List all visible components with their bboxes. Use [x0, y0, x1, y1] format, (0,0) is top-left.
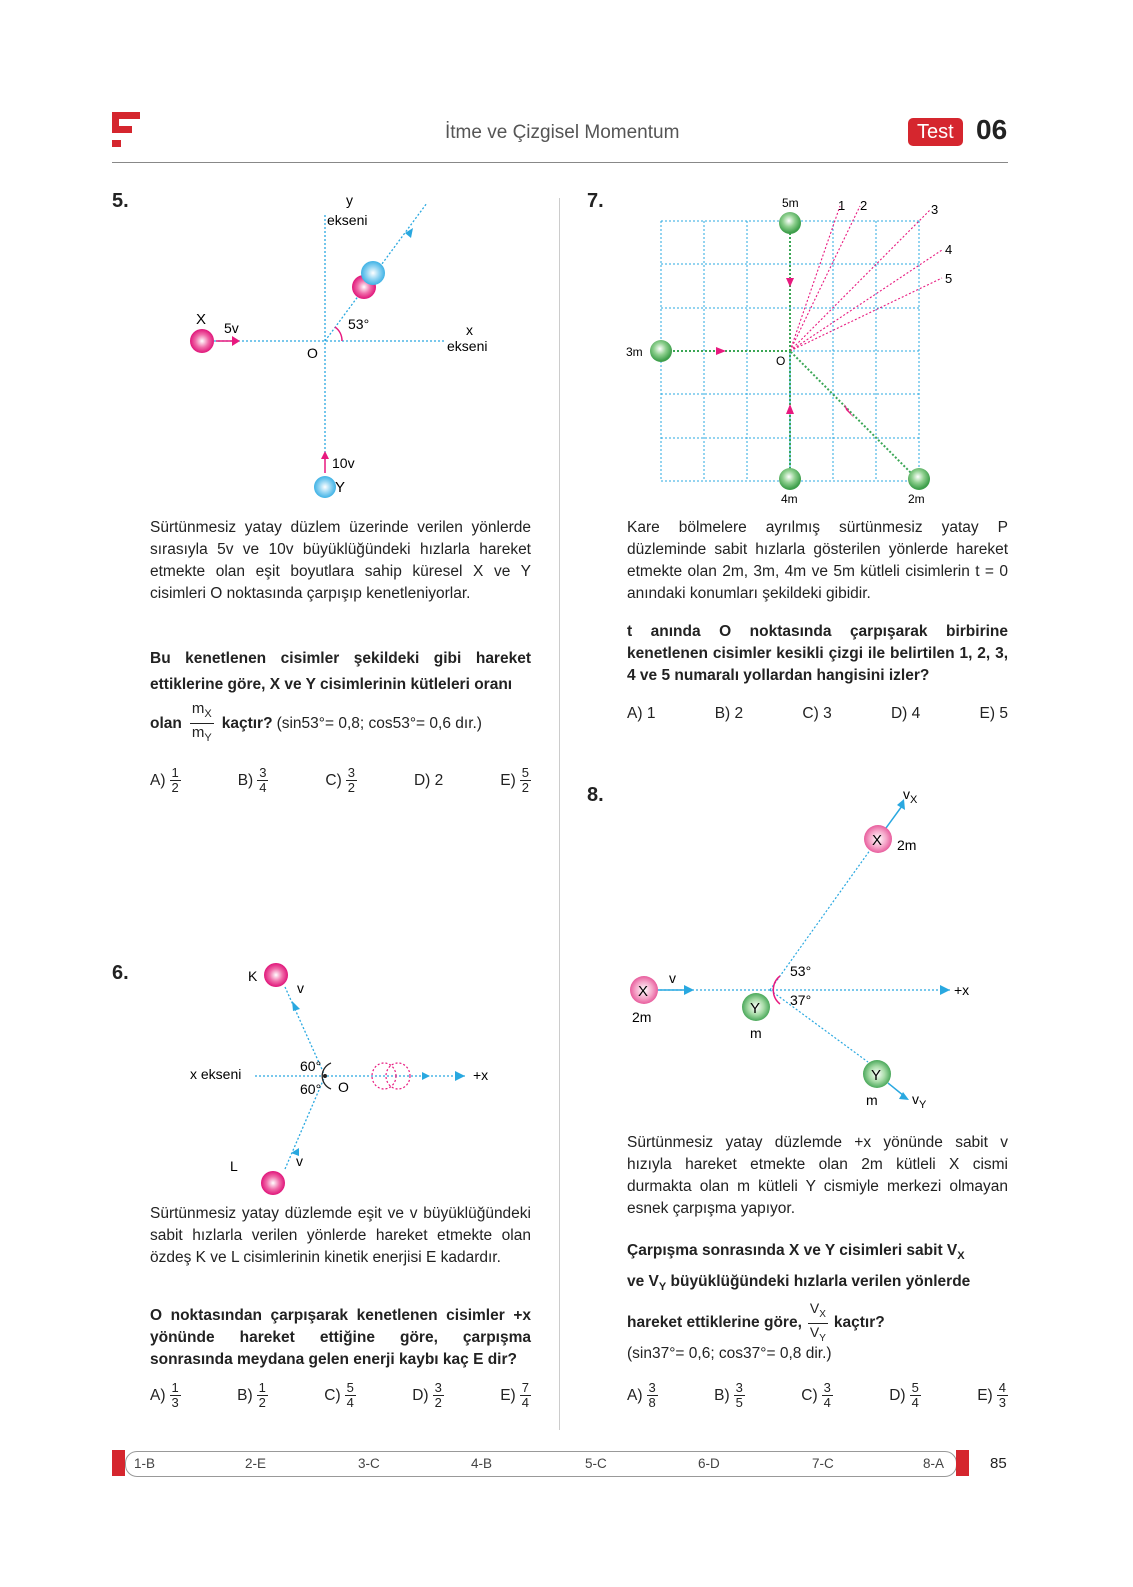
question-6-number: 6. — [112, 962, 129, 984]
q6-options — [150, 1381, 531, 1410]
q8-vx-label: $v_X$ — [903, 786, 918, 806]
q8-mass-left: 2m — [632, 1009, 652, 1025]
q7-path-4: 4 — [945, 242, 953, 257]
q5-ratio-line: olan $\frac{m_X}{m_Y}$ kaçtır? (sin53°= 0,8; cos53°= 0,6 dır.) — [150, 700, 531, 747]
q6-option-d[interactable]: D) $\frac{3}{2}$ — [412, 1380, 442, 1410]
q5-y-label2: ekseni — [327, 212, 368, 228]
q6-v2-label: v — [296, 1153, 303, 1169]
q6-plus-x: +x — [473, 1067, 489, 1083]
q7-mass-3m: 3m — [626, 345, 643, 359]
q8-option-d[interactable]: D) $\frac{5}{4}$ — [889, 1380, 919, 1410]
q7-path-2: 2 — [860, 198, 868, 213]
q5-x-label2: ekseni — [447, 338, 488, 354]
q5-option-c[interactable]: C) $\frac{3}{2}$ — [325, 765, 355, 795]
q5-text: Sürtünmesiz yatay düzlem üzerinde verilen yönlerde sırasıyla 5v ve 10v büyüklüğündeki hızlarla hareket etmekte olan eşit boyutlara sahip küresel X ve Y cisimleri O noktasında çarpışıp kenetleniyorlar. — [150, 519, 531, 602]
publisher-logo-icon — [110, 110, 142, 154]
q7-path-3: 3 — [931, 202, 939, 217]
q5-ball-x-label: X — [196, 311, 207, 328]
answer-key-item: 1-B — [134, 1456, 156, 1471]
answer-key-left-marker — [112, 1450, 125, 1476]
q8-vy-label: $v_Y$ — [912, 1091, 927, 1111]
q5-origin-label: O — [307, 345, 318, 361]
q5-olan: olan — [150, 714, 182, 732]
q5-option-b[interactable]: B) $\frac{3}{4}$ — [237, 765, 267, 795]
answer-key-right-marker — [956, 1450, 969, 1476]
q8-mass-top: 2m — [897, 837, 917, 853]
q7-option-e[interactable]: E) 5 — [979, 705, 1008, 722]
q8-mass-bot: m — [866, 1092, 878, 1108]
q5-option-d[interactable]: D) 2 — [413, 771, 444, 789]
question-5-number: 5. — [112, 190, 129, 212]
q7-mass-5m: 5m — [782, 196, 799, 210]
q8-option-e[interactable]: E) $\frac{4}{3}$ — [977, 1380, 1006, 1410]
q6-text: Sürtünmesiz yatay düzlemde eşit ve v büyüklüğündeki sabit hızlarla verilen yönlerde hareket etmekte olan özdeş K ve L cisimlerinin kinetik enerjisi E kadardır. — [150, 1205, 531, 1266]
q5-angle-label: 53° — [348, 316, 370, 332]
q8-note: (sin37°= 0,6; cos37°= 0,8 dir.) — [627, 1345, 832, 1362]
q8-question — [627, 1238, 1008, 1347]
q8-y-mid-label: Y — [750, 1000, 761, 1017]
q6-question: O noktasından çarpışarak kenetlenen cisimler +x yönünde hareket ettiğine göre, çarpışma sonrasında meydana gelen enerji kaybı kaç E dir? — [150, 1307, 531, 1368]
q5-ball-y-label: Y — [335, 479, 346, 496]
q8-x-top-label: X — [872, 832, 883, 849]
q5-question: Bu kenetlenen cisimler şekildeki gibi hareket ettiklerine göre, X ve Y cisimlerinin kütleleri oranı — [150, 650, 531, 693]
q8-option-b[interactable]: B) $\frac{3}{5}$ — [714, 1380, 743, 1410]
q6-k-label: K — [248, 968, 258, 984]
answer-key-item: 8-A — [923, 1456, 945, 1471]
column-divider — [559, 198, 560, 1430]
q5-speed-10v: 10v — [332, 455, 355, 471]
q7-path-5: 5 — [945, 271, 953, 286]
q5-option-a[interactable]: A) $\frac{1}{2}$ — [150, 765, 179, 795]
q7-path-1: 1 — [838, 198, 846, 213]
answer-key-item: 5-C — [585, 1456, 607, 1471]
q6-option-a[interactable]: A) $\frac{1}{3}$ — [150, 1380, 179, 1410]
q8-angle-53: 53° — [790, 963, 812, 979]
q6-x-axis-label: x ekseni — [190, 1066, 242, 1082]
q8-mass-mid: m — [750, 1025, 762, 1041]
question-8-number: 8. — [587, 784, 604, 806]
q8-angle-37: 37° — [790, 992, 812, 1008]
q8-question-line3: hareket ettiklerine göre, $\frac{V_X}{V_Y}$ kaçtır? — [627, 1300, 1008, 1347]
q6-angle2: 60° — [300, 1081, 322, 1097]
test-number: 06 — [976, 114, 1008, 145]
question-7-number: 7. — [587, 190, 604, 212]
answer-key-item: 2-E — [245, 1456, 267, 1471]
page-header-title: İtme ve Çizgisel Momentum — [445, 122, 680, 143]
q7-options — [627, 705, 1008, 723]
page-number: 85 — [990, 1455, 1007, 1472]
q8-options — [627, 1381, 1008, 1410]
q7-origin: O — [776, 354, 786, 368]
q5-y-label: y — [346, 195, 353, 208]
q8-option-c[interactable]: C) $\frac{3}{4}$ — [801, 1380, 831, 1410]
answer-key-item: 7-C — [812, 1456, 834, 1471]
q7-option-a[interactable]: A) 1 — [627, 705, 656, 722]
header-divider — [112, 162, 1008, 163]
q7-text: Kare bölmelere ayrılmış sürtünmesiz yatay P düzleminde sabit hızlarla gösterilen yönlerde hareket etmekte olan 2m, 3m, 4m ve 5m kütleli cisimlerin t = 0 anındaki konumları şekildeki gibidir. — [627, 519, 1008, 602]
q6-angle1: 60° — [300, 1058, 322, 1074]
q6-v1-label: v — [297, 980, 304, 996]
answer-key-item: 3-C — [358, 1456, 380, 1471]
q8-question-line1: Çarpışma sonrasında X ve Y cisimleri sabit $V_X$ — [627, 1242, 965, 1263]
question-5-figure — [180, 195, 520, 500]
q7-option-b[interactable]: B) 2 — [714, 705, 744, 722]
test-badge: Test — [908, 118, 963, 146]
q5-x-label: x — [466, 322, 473, 338]
q7-mass-2m: 2m — [908, 492, 925, 506]
q5-options — [150, 766, 531, 795]
q5-kactir: kaçtır? — [221, 714, 273, 732]
q8-v-label: v — [669, 970, 676, 986]
q5-speed-5v: 5v — [224, 320, 239, 336]
q8-option-a[interactable]: A) $\frac{3}{8}$ — [627, 1380, 656, 1410]
answer-key-item: 6-D — [698, 1456, 720, 1471]
q8-text: Sürtünmesiz yatay düzlemde +x yönünde sabit v hızıyla hareket etmekte olan 2m kütleli X cismi durmakta olan m kütleli Y cismiyle merkezi olmayan esnek çarpışma yapıyor. — [627, 1134, 1008, 1217]
q6-origin: O — [338, 1079, 349, 1095]
q8-x-left-label: X — [638, 983, 649, 1000]
q8-y-bot-label: Y — [871, 1067, 882, 1084]
answer-key-item: 4-B — [471, 1456, 493, 1471]
q6-option-c[interactable]: C) $\frac{5}{4}$ — [324, 1380, 354, 1410]
q8-question-line2: ve $V_Y$ büyüklüğündeki hızlarla verilen yönlerde — [627, 1273, 971, 1294]
q5-note: (sin53°= 0,8; cos53°= 0,6 dır.) — [276, 714, 482, 732]
q7-mass-4m: 4m — [781, 492, 798, 506]
q6-option-e[interactable]: E) $\frac{7}{4}$ — [500, 1380, 529, 1410]
q7-option-d[interactable]: D) 4 — [890, 705, 921, 722]
q7-option-c[interactable]: C) 3 — [802, 705, 832, 722]
question-6-figure — [185, 955, 505, 1200]
q5-option-e[interactable]: E) $\frac{5}{2}$ — [500, 765, 529, 795]
q8-plus-x: +x — [954, 982, 970, 998]
question-8-figure — [620, 780, 980, 1120]
question-7-figure — [620, 192, 980, 510]
q7-question: t anında O noktasında çarpışarak birbirine kenetlenen cisimler kesikli çizgi ile belirtilen 1, 2, 3, 4 ve 5 numaralı yollardan hangisini izler? — [627, 623, 1008, 684]
q6-l-label: L — [230, 1158, 238, 1174]
q6-option-b[interactable]: B) $\frac{1}{2}$ — [237, 1380, 266, 1410]
